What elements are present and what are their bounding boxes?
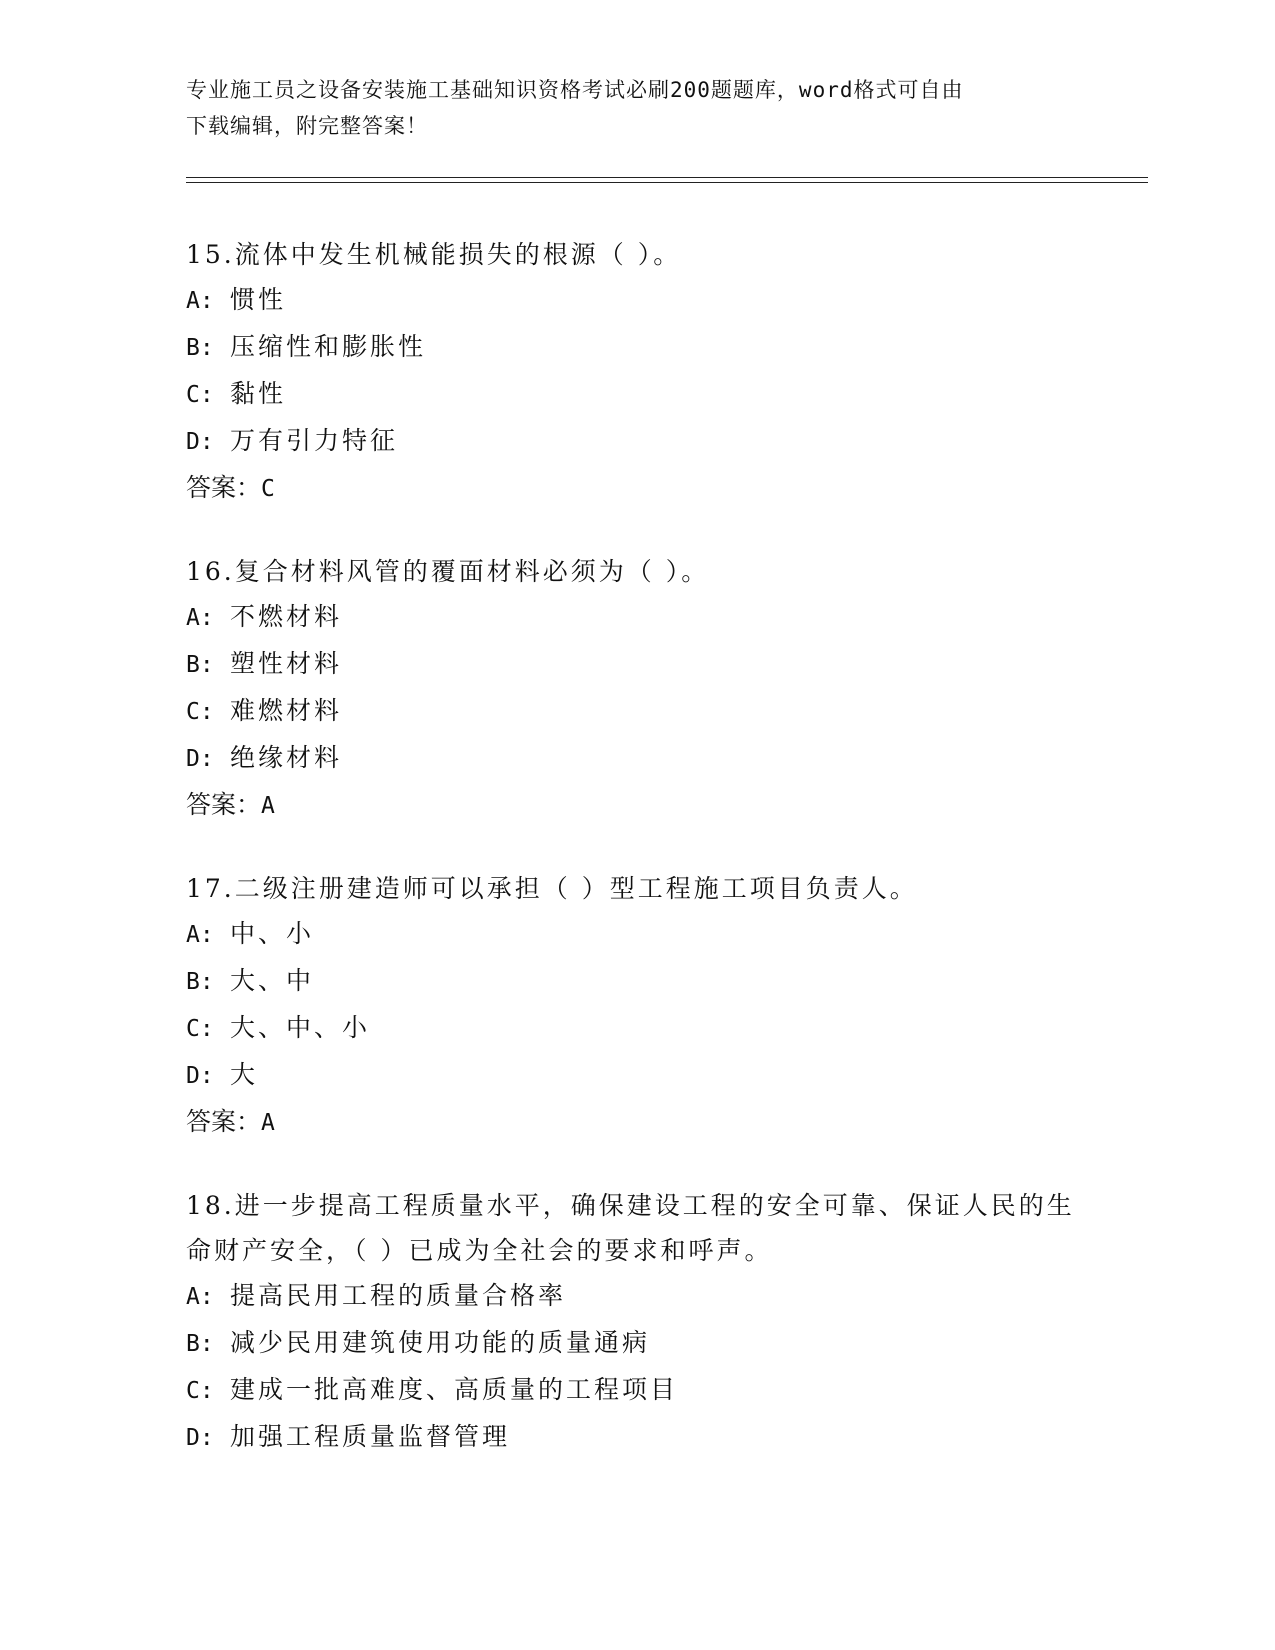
option-key: B: [186,1331,214,1357]
answer-line [186,1099,1086,1146]
option-a [186,1273,1086,1320]
header-divider-top [186,177,1148,178]
option-c [186,1367,1086,1414]
answer-value: A [261,1110,275,1136]
option-c [186,371,1086,418]
option-text: 万有引力特征 [230,426,399,455]
answer-label: 答案： [186,1107,262,1136]
option-a [186,594,1086,641]
option-d [186,735,1086,782]
question-16 [186,549,1086,829]
answer-line [186,465,1086,512]
option-a [186,911,1086,958]
option-key: D: [186,1063,214,1089]
option-key: C: [186,699,214,725]
option-text: 绝缘材料 [230,743,343,772]
option-text: 减少民用建筑使用功能的质量通病 [230,1328,651,1357]
answer-line [186,782,1086,829]
option-text: 惯性 [230,285,287,314]
option-key: C: [186,1378,214,1404]
answer-value: C [261,476,275,502]
header-line-2: 下载编辑，附完整答案！ [186,114,428,138]
option-text: 大 [230,1060,259,1089]
option-text: 提高民用工程的质量合格率 [230,1281,567,1310]
option-b [186,324,1086,371]
answer-label: 答案： [186,790,262,819]
option-text: 加强工程质量监督管理 [230,1422,511,1451]
question-15 [186,232,1086,512]
option-key: A: [186,1284,214,1310]
option-key: D: [186,1425,214,1451]
answer-value: A [261,793,275,819]
option-key: B: [186,969,214,995]
option-key: A: [186,288,214,314]
option-key: B: [186,335,214,361]
question-stem: 15.流体中发生机械能损失的根源（ ）。 [186,240,682,269]
option-text: 不燃材料 [230,602,343,631]
option-key: D: [186,746,214,772]
option-d [186,1414,1086,1461]
option-text: 建成一批高难度、高质量的工程项目 [230,1375,679,1404]
option-b [186,958,1086,1005]
option-c [186,688,1086,735]
header-line-1: 专业施工员之设备安装施工基础知识资格考试必刷200题题库，word格式可自由 [186,78,964,102]
option-text: 大、中、小 [230,1013,371,1042]
question-stem: 18.进一步提高工程质量水平，确保建设工程的安全可靠、保证人民的生命财产安全，（ ）已成为全社会的要求和呼声。 [186,1191,1075,1265]
option-key: C: [186,1016,214,1042]
option-text: 中、小 [230,919,315,948]
option-b [186,1320,1086,1367]
option-d [186,1052,1086,1099]
option-key: A: [186,605,214,631]
option-text: 大、中 [230,966,315,995]
option-d [186,418,1086,465]
option-text: 塑性材料 [230,649,343,678]
option-a [186,277,1086,324]
option-key: C: [186,382,214,408]
option-key: B: [186,652,214,678]
document-header [186,72,1066,144]
option-c [186,1005,1086,1052]
option-key: D: [186,429,214,455]
option-b [186,641,1086,688]
option-text: 难燃材料 [230,696,343,725]
option-text: 压缩性和膨胀性 [230,332,427,361]
option-text: 黏性 [230,379,287,408]
question-stem: 17.二级注册建造师可以承担（ ）型工程施工项目负责人。 [186,874,918,903]
header-divider-bottom [186,182,1148,183]
answer-label: 答案： [186,473,262,502]
question-stem: 16.复合材料风管的覆面材料必须为（ ）。 [186,557,710,586]
question-17 [186,866,1086,1146]
question-18 [186,1183,1086,1461]
option-key: A: [186,922,214,948]
